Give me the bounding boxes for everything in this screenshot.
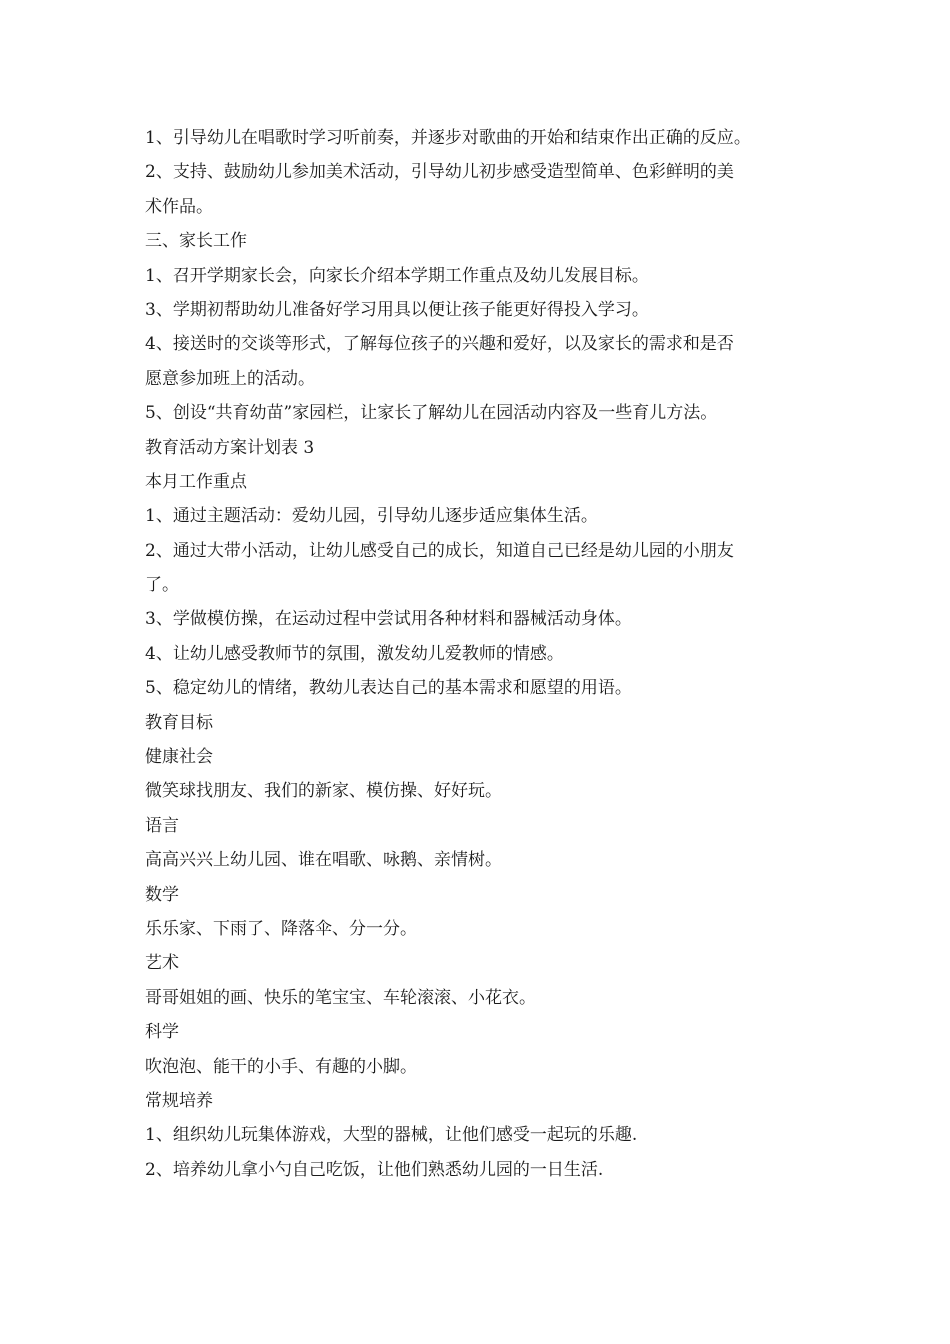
text-line: 吹泡泡、能干的小手、有趣的小脚。	[145, 1056, 417, 1077]
text-line: 2、支持、鼓励幼儿参加美术活动，引导幼儿初步感受造型简单、色彩鲜明的美	[145, 162, 734, 183]
text-line: 微笑球找朋友、我们的新家、模仿操、好好玩。	[145, 781, 502, 802]
text-line: 1、引导幼儿在唱歌时学习听前奏，并逐步对歌曲的开始和结束作出正确的反应。	[145, 128, 751, 148]
section-heading: 三、家长工作	[145, 231, 247, 252]
subject-heading: 健康社会	[145, 747, 213, 768]
text-line: 4、让幼儿感受教师节的氛围，激发幼儿爱教师的情感。	[145, 643, 564, 664]
section-heading: 教育活动方案计划表 3	[145, 437, 315, 458]
text-line: 1、组织幼儿玩集体游戏，大型的器械，让他们感受一起玩的乐趣.	[145, 1125, 638, 1146]
text-line: 术作品。	[145, 196, 213, 217]
section-heading: 常规培养	[145, 1090, 213, 1111]
section-heading: 本月工作重点	[145, 471, 247, 492]
text-line: 1、通过主题活动：爱幼儿园，引导幼儿逐步适应集体生活。	[145, 506, 598, 527]
text-line: 3、学做模仿操，在运动过程中尝试用各种材料和器械活动身体。	[145, 609, 632, 630]
text-line: 乐乐家、下雨了、降落伞、分一分。	[145, 918, 417, 939]
text-line: 1、召开学期家长会，向家长介绍本学期工作重点及幼儿发展目标。	[145, 265, 649, 286]
subject-heading: 艺术	[145, 953, 179, 974]
text-line: 高高兴兴上幼儿园、谁在唱歌、咏鹅、亲情树。	[145, 850, 502, 871]
text-line: 5、创设“共育幼苗”家园栏，让家长了解幼儿在园活动内容及一些育儿方法。	[145, 403, 718, 424]
text-line: 5、稳定幼儿的情绪，教幼儿表达自己的基本需求和愿望的用语。	[145, 678, 632, 699]
subject-heading: 科学	[145, 1022, 179, 1043]
text-line: 4、接送时的交谈等形式，了解每位孩子的兴趣和爱好，以及家长的需求和是否	[145, 334, 734, 355]
text-line: 2、培养幼儿拿小勺自己吃饭，让他们熟悉幼儿园的一日生活.	[145, 1159, 604, 1180]
text-line: 2、通过大带小活动，让幼儿感受自己的成长，知道自己已经是幼儿园的小朋友	[145, 540, 734, 561]
subject-heading: 数学	[145, 884, 179, 905]
subject-heading: 语言	[145, 815, 179, 836]
text-line: 了。	[145, 575, 179, 596]
text-line: 3、学期初帮助幼儿准备好学习用具以便让孩子能更好得投入学习。	[145, 299, 649, 320]
text-line: 愿意参加班上的活动。	[145, 368, 315, 389]
document-body	[145, 121, 810, 1187]
text-line: 哥哥姐姐的画、快乐的笔宝宝、车轮滚滚、小花衣。	[145, 987, 536, 1008]
section-heading: 教育目标	[145, 712, 213, 733]
